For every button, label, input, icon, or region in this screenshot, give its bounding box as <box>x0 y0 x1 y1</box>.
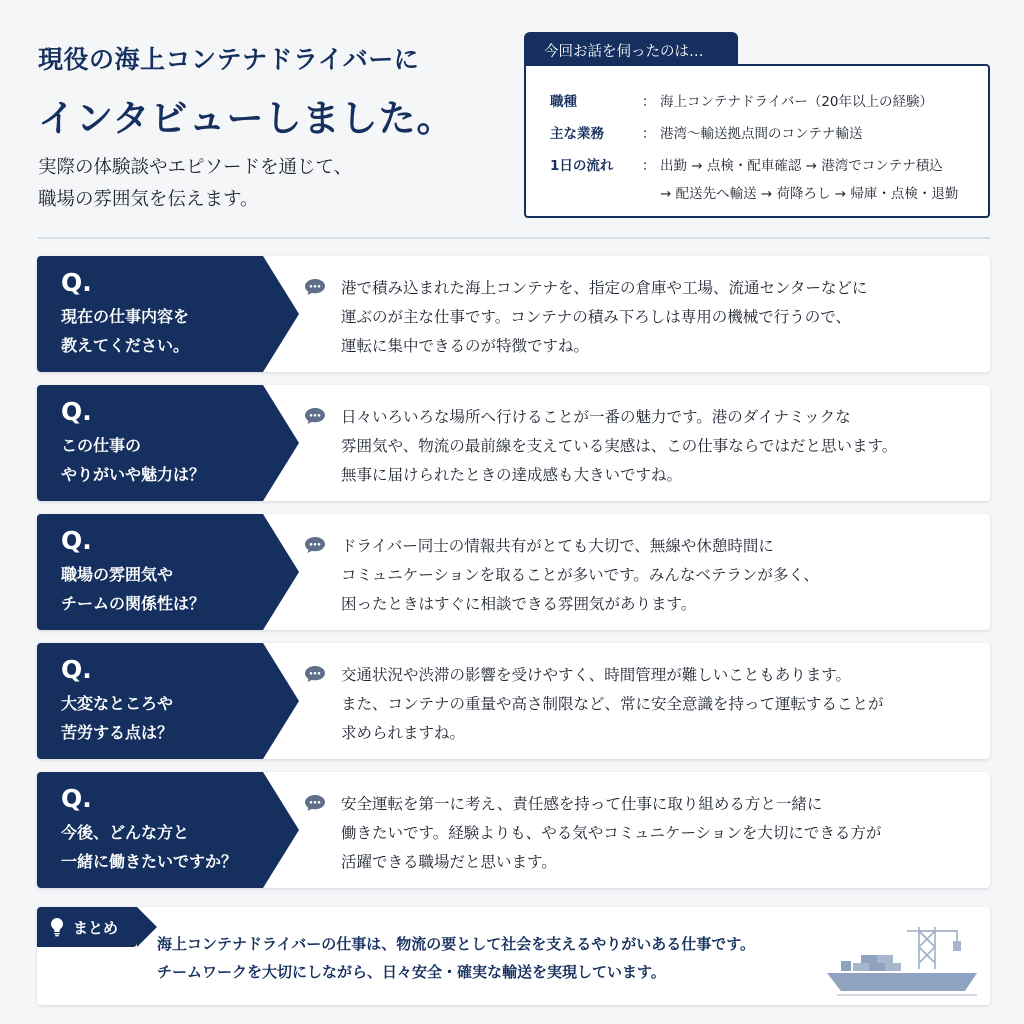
info-colon: ： <box>642 94 656 110</box>
question-mark: Q. <box>61 784 92 813</box>
question-mark: Q. <box>61 655 92 684</box>
subtitle-line: 実際の体験談やエピソードを通じて、 <box>38 157 353 178</box>
page-title-line2: インタビューしました。 <box>38 97 455 140</box>
question-line: 職場の雰囲気や <box>61 565 174 584</box>
qa-card <box>37 385 990 501</box>
qa-card <box>37 772 990 888</box>
question-line: 教えてください。 <box>61 336 190 355</box>
question-arrow <box>263 643 299 759</box>
answer-line: 求められますね。 <box>341 724 466 742</box>
speech-bubble-icon <box>304 407 326 429</box>
subtitle-line: 職場の雰囲気を伝えます。 <box>38 189 259 210</box>
info-row-flow-continued <box>660 182 980 202</box>
speech-bubble-icon <box>304 794 326 816</box>
answer-line: 交通状況や渋滞の影響を受けやすく、時間管理が難しいこともあります。 <box>341 666 851 684</box>
info-value: 港湾〜輸送拠点間のコンテナ輸送 <box>660 126 863 142</box>
info-key: 主な業務 <box>550 126 604 142</box>
speech-bubble-icon <box>304 665 326 687</box>
question-line: 今後、どんな方と <box>61 823 190 842</box>
question-mark: Q. <box>61 526 92 555</box>
question-line: 大変なところや <box>61 694 174 713</box>
question-line: この仕事の <box>61 436 142 455</box>
question-mark: Q. <box>61 268 92 297</box>
question-panel <box>37 385 263 501</box>
interviewee-info-box <box>524 64 990 218</box>
summary-tag-label: まとめ <box>73 919 119 937</box>
summary-line: 海上コンテナドライバーの仕事は、物流の要として社会を支えるやりがいある仕事です。 <box>157 935 756 953</box>
question-panel <box>37 772 263 888</box>
question-mark: Q. <box>61 397 92 426</box>
interviewee-tab: 今回お話を伺ったのは… <box>524 32 738 66</box>
summary-card <box>37 907 990 1005</box>
lightbulb-icon <box>49 917 65 941</box>
question-arrow <box>263 772 299 888</box>
answer-line: ドライバー同士の情報共有がとても大切で、無線や休憩時間に <box>341 537 774 555</box>
info-value: 海上コンテナドライバー（20年以上の経験） <box>660 94 934 110</box>
answer-line: 困ったときはすぐに相談できる雰囲気があります。 <box>341 595 697 613</box>
question-line: チームの関係性は？ <box>61 594 206 613</box>
answer-line: 働きたいです。経験よりも、やる気やコミュニケーションを大切にできる方が <box>341 824 882 842</box>
answer-line: 活躍できる職場だと思います。 <box>341 853 557 871</box>
question-panel <box>37 643 263 759</box>
question-panel <box>37 514 263 630</box>
page-title-line1: 現役の海上コンテナドライバーに <box>38 45 420 74</box>
question-arrow <box>263 385 299 501</box>
question-line: 一緒に働きたいですか？ <box>61 852 238 871</box>
info-value: 出勤 → 点検・配車確認 → 港湾でコンテナ積込 <box>660 158 943 174</box>
answer-line: 港で積み込まれた海上コンテナを、指定の倉庫や工場、流通センターなどに <box>341 279 868 297</box>
qa-card <box>37 643 990 759</box>
info-key: 1日の流れ <box>550 158 614 174</box>
info-colon: ： <box>642 158 656 174</box>
answer-line: 安全運転を第一に考え、責任感を持って仕事に取り組める方と一緒に <box>341 795 823 813</box>
qa-card <box>37 256 990 372</box>
question-arrow <box>263 514 299 630</box>
qa-card <box>37 514 990 630</box>
info-value: → 配送先へ輸送 → 荷降ろし → 帰庫・点検・退勤 <box>660 186 959 202</box>
answer-line: また、コンテナの重量や高さ制限など、常に安全意識を持って運転することが <box>341 695 884 713</box>
question-line: 苦労する点は？ <box>61 723 174 742</box>
question-arrow <box>263 256 299 372</box>
question-panel <box>37 256 263 372</box>
header-divider <box>38 237 990 239</box>
answer-line: 雰囲気や、物流の最前線を支えている実感は、この仕事ならではだと思います。 <box>341 437 898 455</box>
answer-line: 運ぶのが主な仕事です。コンテナの積み下ろしは専用の機械で行うので、 <box>341 308 851 326</box>
info-colon: ： <box>642 126 656 142</box>
summary-tag-arrow <box>137 907 157 947</box>
page-subtitle <box>38 152 352 216</box>
info-key: 職種 <box>550 94 577 110</box>
answer-line: 運転に集中できるのが特徴ですね。 <box>341 337 590 355</box>
speech-bubble-icon <box>304 278 326 300</box>
speech-bubble-icon <box>304 536 326 558</box>
answer-line: 日々いろいろな場所へ行けることが一番の魅力です。港のダイナミックな <box>341 408 851 426</box>
question-line: やりがいや魅力は？ <box>61 465 206 484</box>
summary-line: チームワークを大切にしながら、日々安全・確実な輸送を実現しています。 <box>157 963 666 981</box>
answer-line: コミュニケーションを取ることが多いです。みんなベテランが多く、 <box>341 566 820 584</box>
cargo-ship-illustration <box>807 917 987 1003</box>
answer-line: 無事に届けられたときの達成感も大きいですね。 <box>341 466 683 484</box>
question-line: 現在の仕事内容を <box>61 307 190 326</box>
